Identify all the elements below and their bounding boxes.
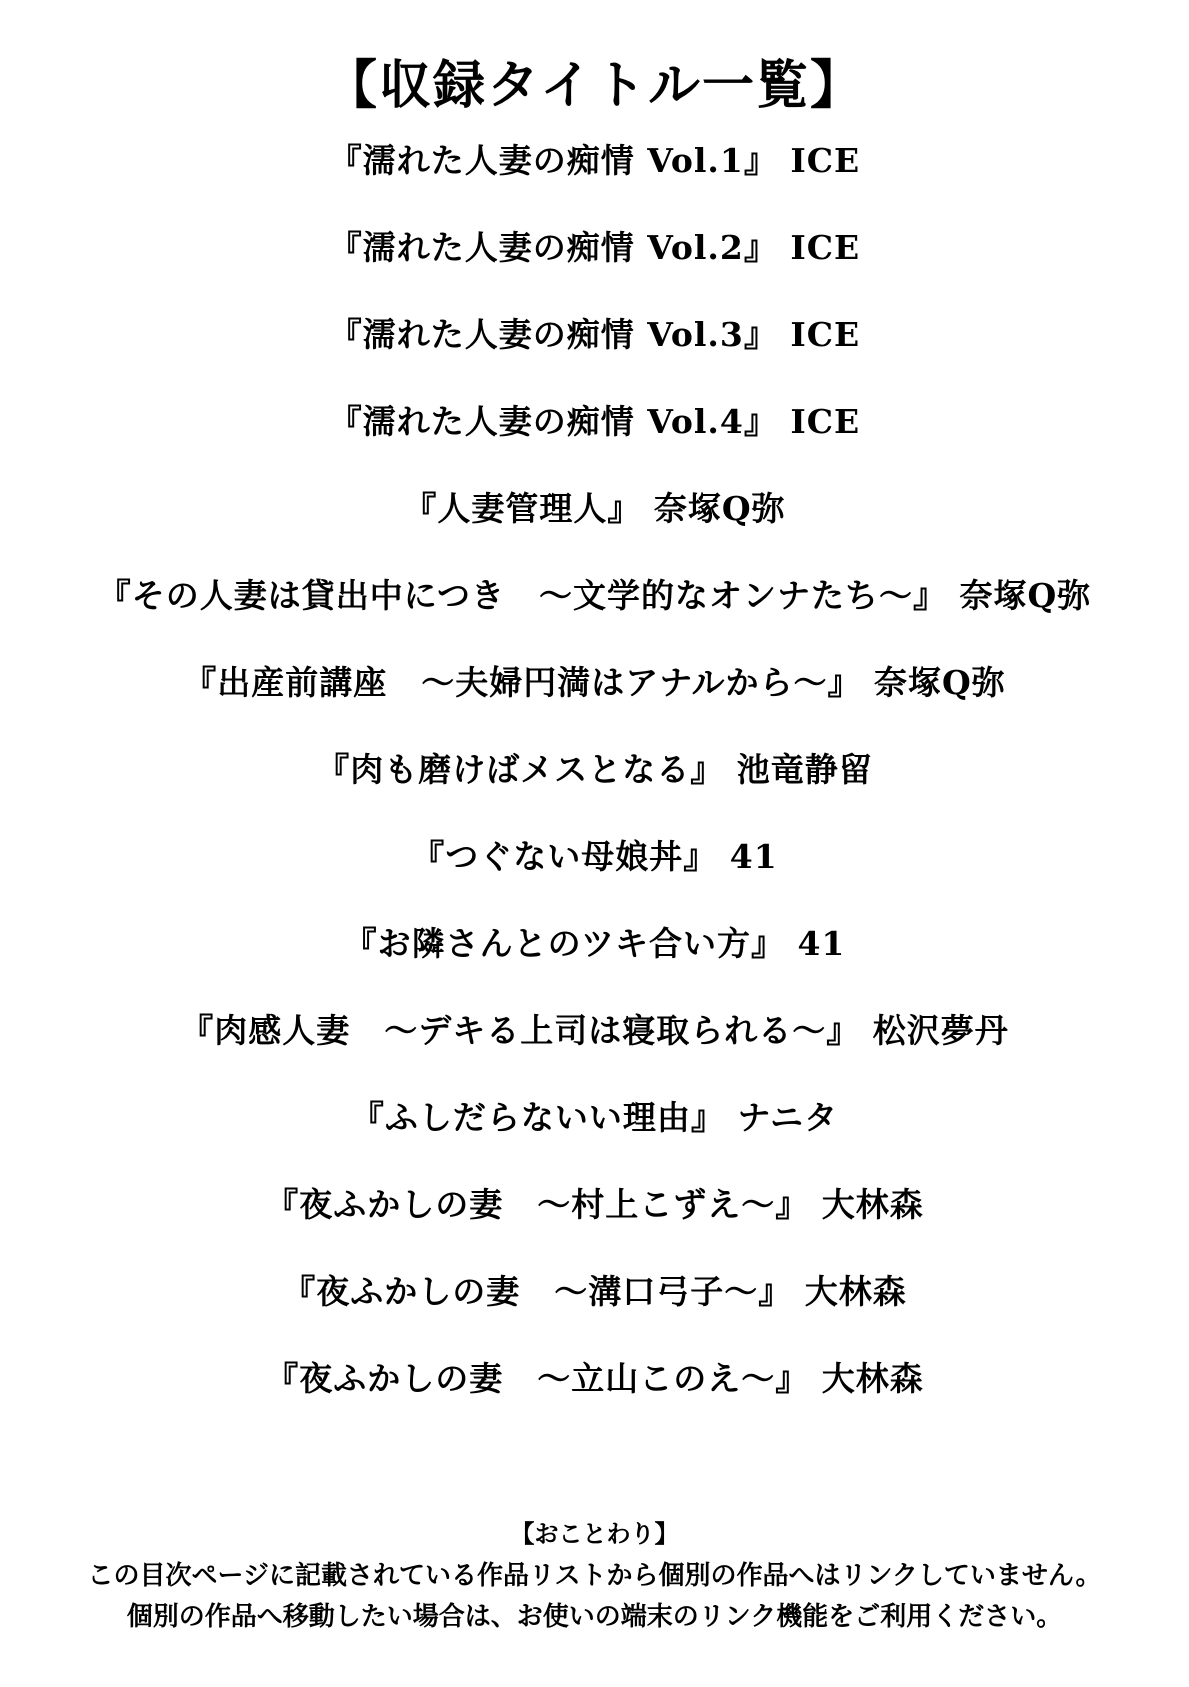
notice-heading: 【おことわり】: [510, 1519, 679, 1549]
notice-block: [0, 1516, 1189, 1637]
list-item: 『肉も磨けばメスとなる』 池竜静留: [316, 750, 873, 790]
list-item: 『濡れた人妻の痴情 Vol.2』 ICE: [328, 228, 861, 268]
notice-line-1: この目次ページに記載されている作品リストから個別の作品へはリンクしていません。: [87, 1561, 1102, 1592]
list-item: 『濡れた人妻の痴情 Vol.4』 ICE: [328, 402, 861, 442]
list-item: 『肉感人妻 〜デキる上司は寝取られる〜』 松沢夢丹: [180, 1011, 1009, 1051]
list-item: 『夜ふかしの妻 〜村上こずえ〜』 大林森: [265, 1185, 924, 1225]
page-title: 【収録タイトル一覧】: [325, 55, 864, 116]
list-item: 『お隣さんとのツキ合い方』 41: [343, 924, 846, 964]
list-item: 『夜ふかしの妻 〜立山このえ〜』 大林森: [265, 1359, 924, 1399]
list-item: 『つぐない母娘丼』 41: [411, 837, 778, 877]
list-item: 『人妻管理人』 奈塚Q弥: [403, 489, 786, 529]
list-item: 『夜ふかしの妻 〜溝口弓子〜』 大林森: [282, 1272, 907, 1312]
notice-line-2: 個別の作品へ移動したい場合は、お使いの端末のリンク機能をご利用ください。: [126, 1601, 1063, 1632]
list-item: 『出産前講座 〜夫婦円満はアナルから〜』 奈塚Q弥: [183, 663, 1006, 703]
list-item: 『濡れた人妻の痴情 Vol.1』 ICE: [328, 141, 861, 181]
list-item: 『濡れた人妻の痴情 Vol.3』 ICE: [328, 315, 861, 355]
list-item: 『ふしだらないい理由』 ナニタ: [350, 1098, 839, 1138]
title-list: [0, 117, 1189, 1422]
list-item: 『その人妻は貸出中につき 〜文学的なオンナたち〜』 奈塚Q弥: [97, 576, 1092, 616]
